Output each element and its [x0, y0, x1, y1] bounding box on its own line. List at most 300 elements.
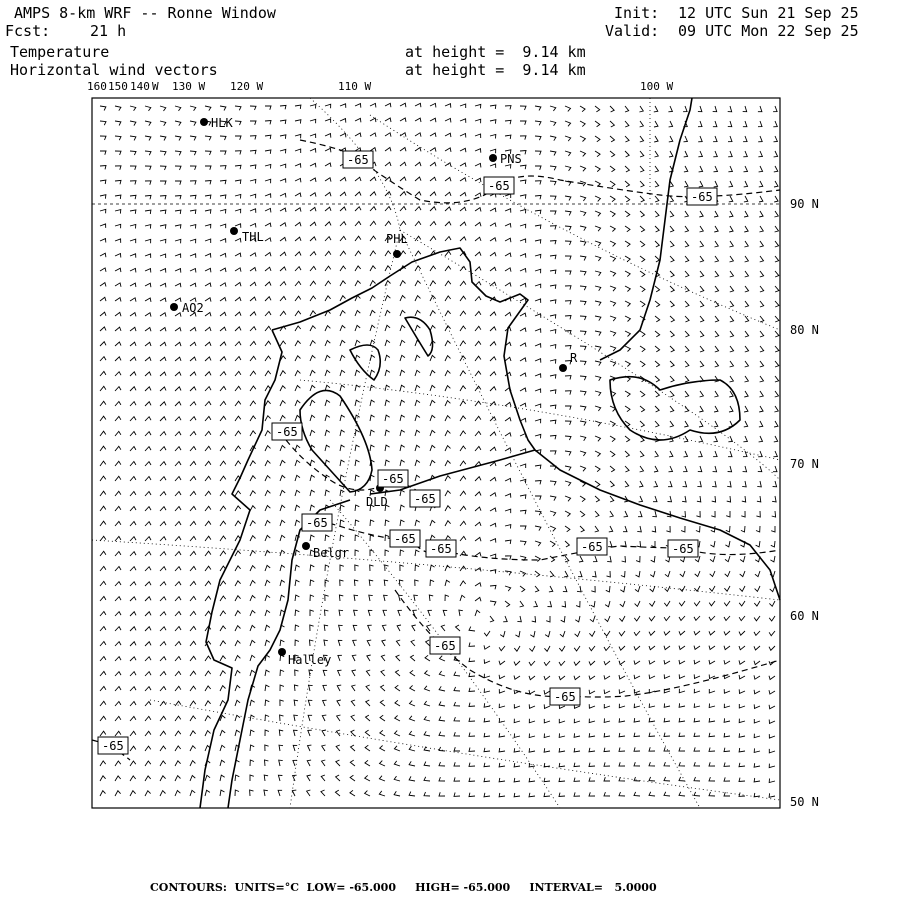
wind-barb	[190, 776, 195, 782]
wind-barb	[410, 701, 416, 706]
wind-barb	[400, 355, 405, 361]
wind-barb	[295, 550, 300, 556]
wind-barb	[130, 462, 136, 467]
wind-barb	[265, 165, 271, 169]
wind-barb	[340, 445, 345, 451]
wind-barb	[559, 661, 565, 666]
field-temperature: Temperature	[10, 43, 110, 61]
wind-barb	[100, 224, 106, 228]
wind-barb	[308, 715, 312, 721]
wind-barb	[565, 466, 571, 471]
wind-barb	[651, 556, 655, 562]
wind-barb	[665, 586, 670, 591]
wind-barb	[565, 511, 570, 517]
wind-barb	[220, 760, 225, 766]
wind-barb	[409, 746, 415, 751]
wind-barb	[235, 195, 241, 199]
wind-barb	[565, 211, 571, 215]
wind-barb	[490, 238, 496, 242]
wind-barb	[385, 118, 391, 122]
wind-barb	[743, 106, 747, 112]
wind-barb	[625, 271, 630, 277]
wind-barb	[130, 225, 136, 229]
wind-barb	[640, 361, 645, 367]
wind-barb	[190, 136, 196, 140]
wind-barb	[625, 406, 630, 412]
wind-barb	[325, 163, 331, 167]
wind-barb	[370, 445, 375, 451]
wind-barb	[325, 610, 329, 616]
wind-barb	[605, 601, 610, 607]
wind-barb	[709, 689, 715, 693]
wind-barb	[590, 616, 595, 622]
wind-barb	[175, 612, 181, 617]
wind-barb	[430, 400, 435, 406]
wind-barb	[475, 252, 481, 256]
wind-barb	[325, 415, 330, 421]
wind-barb	[292, 790, 296, 796]
wind-barb	[264, 790, 268, 796]
wind-barb	[460, 566, 466, 571]
wind-barb	[383, 610, 387, 616]
wind-barb	[550, 315, 556, 319]
wind-barb	[694, 718, 700, 722]
wind-barb	[325, 326, 330, 331]
wind-barb	[384, 595, 388, 601]
wind-barb	[475, 477, 481, 481]
wind-barb	[544, 676, 550, 680]
wind-barb	[759, 196, 763, 202]
wind-barb	[535, 389, 541, 393]
wind-barb	[160, 567, 166, 571]
wind-barb	[709, 748, 715, 752]
wind-barb	[160, 537, 166, 541]
wind-barb	[694, 689, 700, 693]
wind-barb	[190, 611, 196, 616]
wind-barb	[280, 640, 284, 646]
wind-barb	[355, 118, 361, 122]
wind-barb	[235, 253, 241, 257]
wind-barb	[205, 611, 211, 616]
wind-barb	[370, 400, 375, 406]
wind-barb	[130, 537, 136, 541]
wind-barb	[775, 256, 779, 262]
wind-barb	[130, 522, 136, 527]
wind-barb	[265, 625, 270, 631]
wind-barb	[175, 746, 181, 751]
wind-barb	[694, 747, 700, 751]
wind-barb	[550, 166, 556, 170]
wind-barb	[544, 748, 550, 752]
wind-barb	[669, 136, 673, 142]
wind-barb	[460, 595, 465, 601]
wind-barb	[565, 436, 571, 440]
valid-label: Valid:	[605, 22, 660, 40]
wind-barb	[235, 180, 241, 184]
wind-barb	[610, 166, 615, 172]
wind-barb	[595, 136, 600, 142]
wind-barb	[160, 372, 166, 376]
wind-barb	[739, 601, 745, 606]
wind-barb	[145, 254, 151, 258]
wind-barb	[520, 388, 526, 392]
wind-barb	[355, 385, 360, 391]
wind-barb	[100, 776, 106, 781]
wind-barb	[580, 421, 586, 426]
wind-barb	[175, 121, 181, 126]
wind-barb	[755, 586, 760, 591]
wind-barb	[381, 655, 385, 661]
wind-barb	[339, 610, 343, 616]
wind-barb	[265, 135, 271, 139]
svg-text:-65: -65	[672, 542, 694, 556]
wind-barb	[520, 586, 525, 592]
wind-barb	[445, 476, 451, 481]
wind-barb	[424, 731, 430, 736]
wind-barb	[619, 718, 625, 722]
contour-info-footer: CONTOURS: UNITS=°C LOW= -65.000 HIGH= -65.000 INTERVAL= 5.0000	[150, 881, 657, 894]
wind-barb	[100, 671, 106, 676]
wind-barb	[664, 660, 670, 664]
wind-barb	[595, 331, 601, 336]
wind-barb	[544, 661, 550, 666]
wind-barb	[310, 105, 316, 109]
wind-barb	[769, 734, 775, 738]
stations	[170, 116, 578, 667]
wind-barb	[370, 177, 376, 181]
wind-barb	[445, 446, 451, 451]
wind-barb	[424, 792, 430, 796]
wind-barb	[160, 225, 166, 229]
wind-barb	[610, 301, 616, 306]
wind-barb	[670, 391, 674, 397]
wind-barb	[460, 281, 466, 286]
wind-barb	[490, 208, 496, 212]
station-halley	[278, 648, 331, 667]
wind-barb	[724, 704, 730, 708]
wind-barb	[580, 391, 586, 395]
wind-barb	[425, 655, 430, 661]
wind-barb	[565, 106, 571, 111]
wind-barb	[728, 121, 732, 127]
wind-barb	[619, 661, 625, 665]
wind-barb	[293, 745, 297, 751]
wind-barb	[715, 376, 719, 382]
wind-barb	[415, 133, 421, 137]
wind-barb	[309, 685, 313, 691]
wind-barb	[395, 731, 401, 736]
field-wind-vectors: Horizontal wind vectors	[10, 61, 218, 79]
wind-barb	[400, 148, 406, 152]
wind-barb	[220, 180, 226, 184]
wind-barb	[685, 376, 689, 382]
wind-barb	[310, 580, 314, 586]
wind-barb	[520, 373, 526, 377]
wind-barb	[773, 466, 777, 472]
wind-barb	[505, 238, 511, 242]
wind-barb	[454, 793, 460, 797]
wind-barb	[680, 571, 685, 577]
wind-barb	[709, 586, 715, 591]
wind-barb	[415, 148, 421, 152]
wind-barb	[475, 356, 481, 361]
wind-barb	[280, 164, 286, 168]
wind-barb	[115, 536, 121, 541]
wind-barb	[685, 211, 689, 217]
wind-barb	[517, 616, 521, 622]
wind-barb	[130, 432, 136, 437]
wind-barb	[589, 661, 595, 665]
wind-barb	[115, 791, 121, 796]
wind-barb	[340, 415, 345, 421]
wind-barb	[595, 166, 600, 172]
wind-barb	[545, 631, 550, 637]
wind-barb	[115, 582, 121, 586]
wind-barb	[694, 703, 700, 707]
wind-barb	[610, 211, 615, 217]
wind-barb	[205, 372, 211, 376]
wind-barb	[529, 778, 535, 782]
wind-barb	[115, 761, 121, 766]
wind-barb	[484, 674, 490, 678]
wind-barb	[550, 375, 556, 379]
wind-barb	[265, 341, 271, 346]
wind-barb	[445, 207, 451, 211]
wind-barb	[205, 327, 211, 331]
wind-barb	[250, 209, 256, 213]
contour-label	[410, 490, 440, 507]
wind-barb	[595, 436, 601, 441]
wind-barb	[505, 224, 511, 228]
wind-barb	[280, 282, 286, 286]
wind-barb	[175, 181, 181, 185]
wind-barb	[651, 541, 655, 547]
wind-barb	[250, 401, 256, 406]
wind-barb	[503, 616, 507, 622]
wind-barb	[175, 357, 181, 361]
wind-barb	[310, 430, 315, 436]
wind-barb	[773, 106, 777, 112]
wind-barb	[625, 481, 629, 487]
wind-barb	[445, 580, 450, 586]
wind-barb	[351, 700, 355, 706]
wind-barb	[505, 283, 511, 287]
wind-barb	[175, 417, 181, 421]
wind-barb	[250, 745, 254, 751]
wind-barb	[310, 222, 316, 226]
wind-barb	[625, 136, 629, 142]
wind-barb	[160, 417, 166, 421]
wind-barb	[220, 775, 225, 781]
wind-barb	[565, 421, 571, 425]
wind-barb	[310, 385, 315, 391]
wind-barb	[366, 715, 371, 721]
wind-barb	[280, 267, 286, 271]
wind-barb	[610, 361, 616, 366]
wind-barb	[550, 285, 556, 289]
wind-barb	[220, 641, 226, 646]
wind-barb	[220, 491, 226, 496]
wind-barb	[727, 496, 731, 502]
wind-barb	[649, 704, 655, 708]
wind-barb	[355, 266, 361, 271]
wind-barb	[235, 461, 241, 466]
wind-barb	[744, 181, 748, 187]
wind-barb	[775, 346, 779, 352]
wind-barb	[714, 181, 718, 187]
wind-barb	[520, 526, 526, 530]
wind-barb	[160, 462, 166, 466]
wind-barb	[145, 657, 151, 661]
wind-barb	[604, 718, 610, 722]
wind-barb	[714, 166, 718, 172]
wind-barb	[265, 595, 270, 601]
wind-barb	[385, 266, 391, 271]
wind-barb	[250, 730, 254, 736]
wind-barb	[250, 700, 255, 706]
wind-barb	[505, 418, 511, 422]
contour-label	[302, 514, 332, 531]
wind-barb	[574, 792, 580, 796]
wind-barb	[655, 421, 659, 427]
wind-barb	[415, 430, 420, 436]
wind-barb	[160, 776, 166, 781]
wind-barb	[145, 417, 151, 421]
wind-barb-field	[100, 103, 779, 797]
wind-barb	[739, 793, 745, 797]
wind-barb	[625, 256, 630, 262]
wind-barb	[580, 196, 586, 201]
wind-barb	[730, 256, 734, 262]
wind-barb	[745, 256, 749, 262]
wind-barb	[535, 556, 540, 562]
wind-barb	[535, 329, 541, 333]
wind-barb	[190, 432, 196, 437]
wind-barb	[576, 601, 580, 607]
wind-barb	[115, 642, 121, 646]
wind-barb	[250, 180, 256, 184]
wind-barb	[769, 720, 775, 724]
wind-barb	[130, 342, 136, 346]
wind-barb	[713, 121, 717, 127]
wind-barb	[769, 764, 775, 768]
wind-barb	[145, 166, 151, 170]
wind-barb	[430, 118, 436, 122]
wind-barb	[280, 670, 284, 676]
wind-barb	[655, 391, 659, 397]
wind-barb	[773, 121, 777, 127]
wind-barb	[649, 792, 655, 796]
wind-barb	[355, 460, 360, 466]
wind-barb	[744, 166, 748, 172]
wind-barb	[640, 391, 645, 397]
wind-barb	[650, 571, 655, 577]
wind-barb	[475, 326, 481, 331]
wind-barb	[415, 325, 420, 331]
wind-barb	[760, 271, 764, 277]
wind-barb	[205, 106, 211, 111]
wind-barb	[535, 359, 541, 363]
wind-barb	[535, 496, 541, 500]
svg-text:AQ2: AQ2	[182, 301, 204, 315]
wind-barb	[770, 556, 775, 562]
wind-barb	[730, 331, 734, 337]
wind-barb	[397, 625, 401, 631]
wind-barb	[145, 283, 151, 287]
wind-barb	[484, 659, 490, 663]
wind-barb	[400, 310, 405, 316]
wind-barb	[700, 391, 704, 397]
wind-barb	[454, 777, 460, 781]
wind-barb	[475, 163, 481, 167]
wind-barb	[415, 192, 421, 196]
wind-barb	[679, 689, 685, 693]
wind-barb	[145, 136, 151, 141]
wind-barb	[550, 345, 556, 349]
wind-barb	[160, 477, 166, 481]
wind-barb	[580, 151, 586, 156]
wind-barb	[711, 511, 715, 517]
wind-barb	[430, 236, 436, 241]
wind-barb	[220, 298, 226, 302]
wind-barb	[190, 761, 195, 766]
wind-barb	[400, 550, 404, 556]
wind-barb	[250, 312, 256, 316]
wind-barb	[460, 207, 466, 211]
wind-barb	[685, 361, 689, 367]
wind-barb	[664, 601, 670, 606]
wind-barb	[694, 792, 700, 796]
wind-barb	[625, 301, 630, 307]
wind-barb	[340, 133, 346, 137]
wind-barb	[520, 541, 526, 545]
wind-barb	[580, 361, 586, 365]
wind-barb	[619, 616, 625, 621]
wind-barb	[565, 301, 571, 305]
wind-barb	[505, 357, 511, 361]
wind-barb	[325, 134, 331, 138]
wind-barb	[499, 778, 505, 782]
wind-barb	[655, 166, 659, 172]
wind-barb	[430, 311, 436, 316]
wind-barb	[175, 522, 181, 527]
wind-barb	[683, 481, 687, 487]
wind-barb	[379, 776, 385, 781]
wind-barb	[220, 656, 226, 661]
wind-barb	[445, 595, 449, 601]
wind-barb	[265, 550, 270, 556]
wind-barb	[499, 661, 505, 665]
wind-barb	[115, 180, 121, 184]
wind-barb	[205, 790, 210, 796]
wind-barb	[130, 567, 136, 571]
wind-barb	[321, 790, 325, 796]
wind-barb	[475, 537, 481, 541]
wind-barb	[322, 760, 326, 766]
wind-barb	[565, 376, 571, 380]
wind-barb	[370, 266, 376, 271]
wind-barb	[634, 661, 640, 665]
wind-barb	[685, 301, 689, 307]
wind-barb	[714, 211, 718, 217]
wind-barb	[235, 386, 241, 391]
wind-barb	[535, 571, 540, 577]
wind-barb	[265, 745, 269, 751]
wind-barb	[190, 342, 196, 346]
wind-barb	[280, 401, 286, 406]
wind-barb	[505, 402, 511, 406]
wind-barb	[340, 207, 346, 211]
